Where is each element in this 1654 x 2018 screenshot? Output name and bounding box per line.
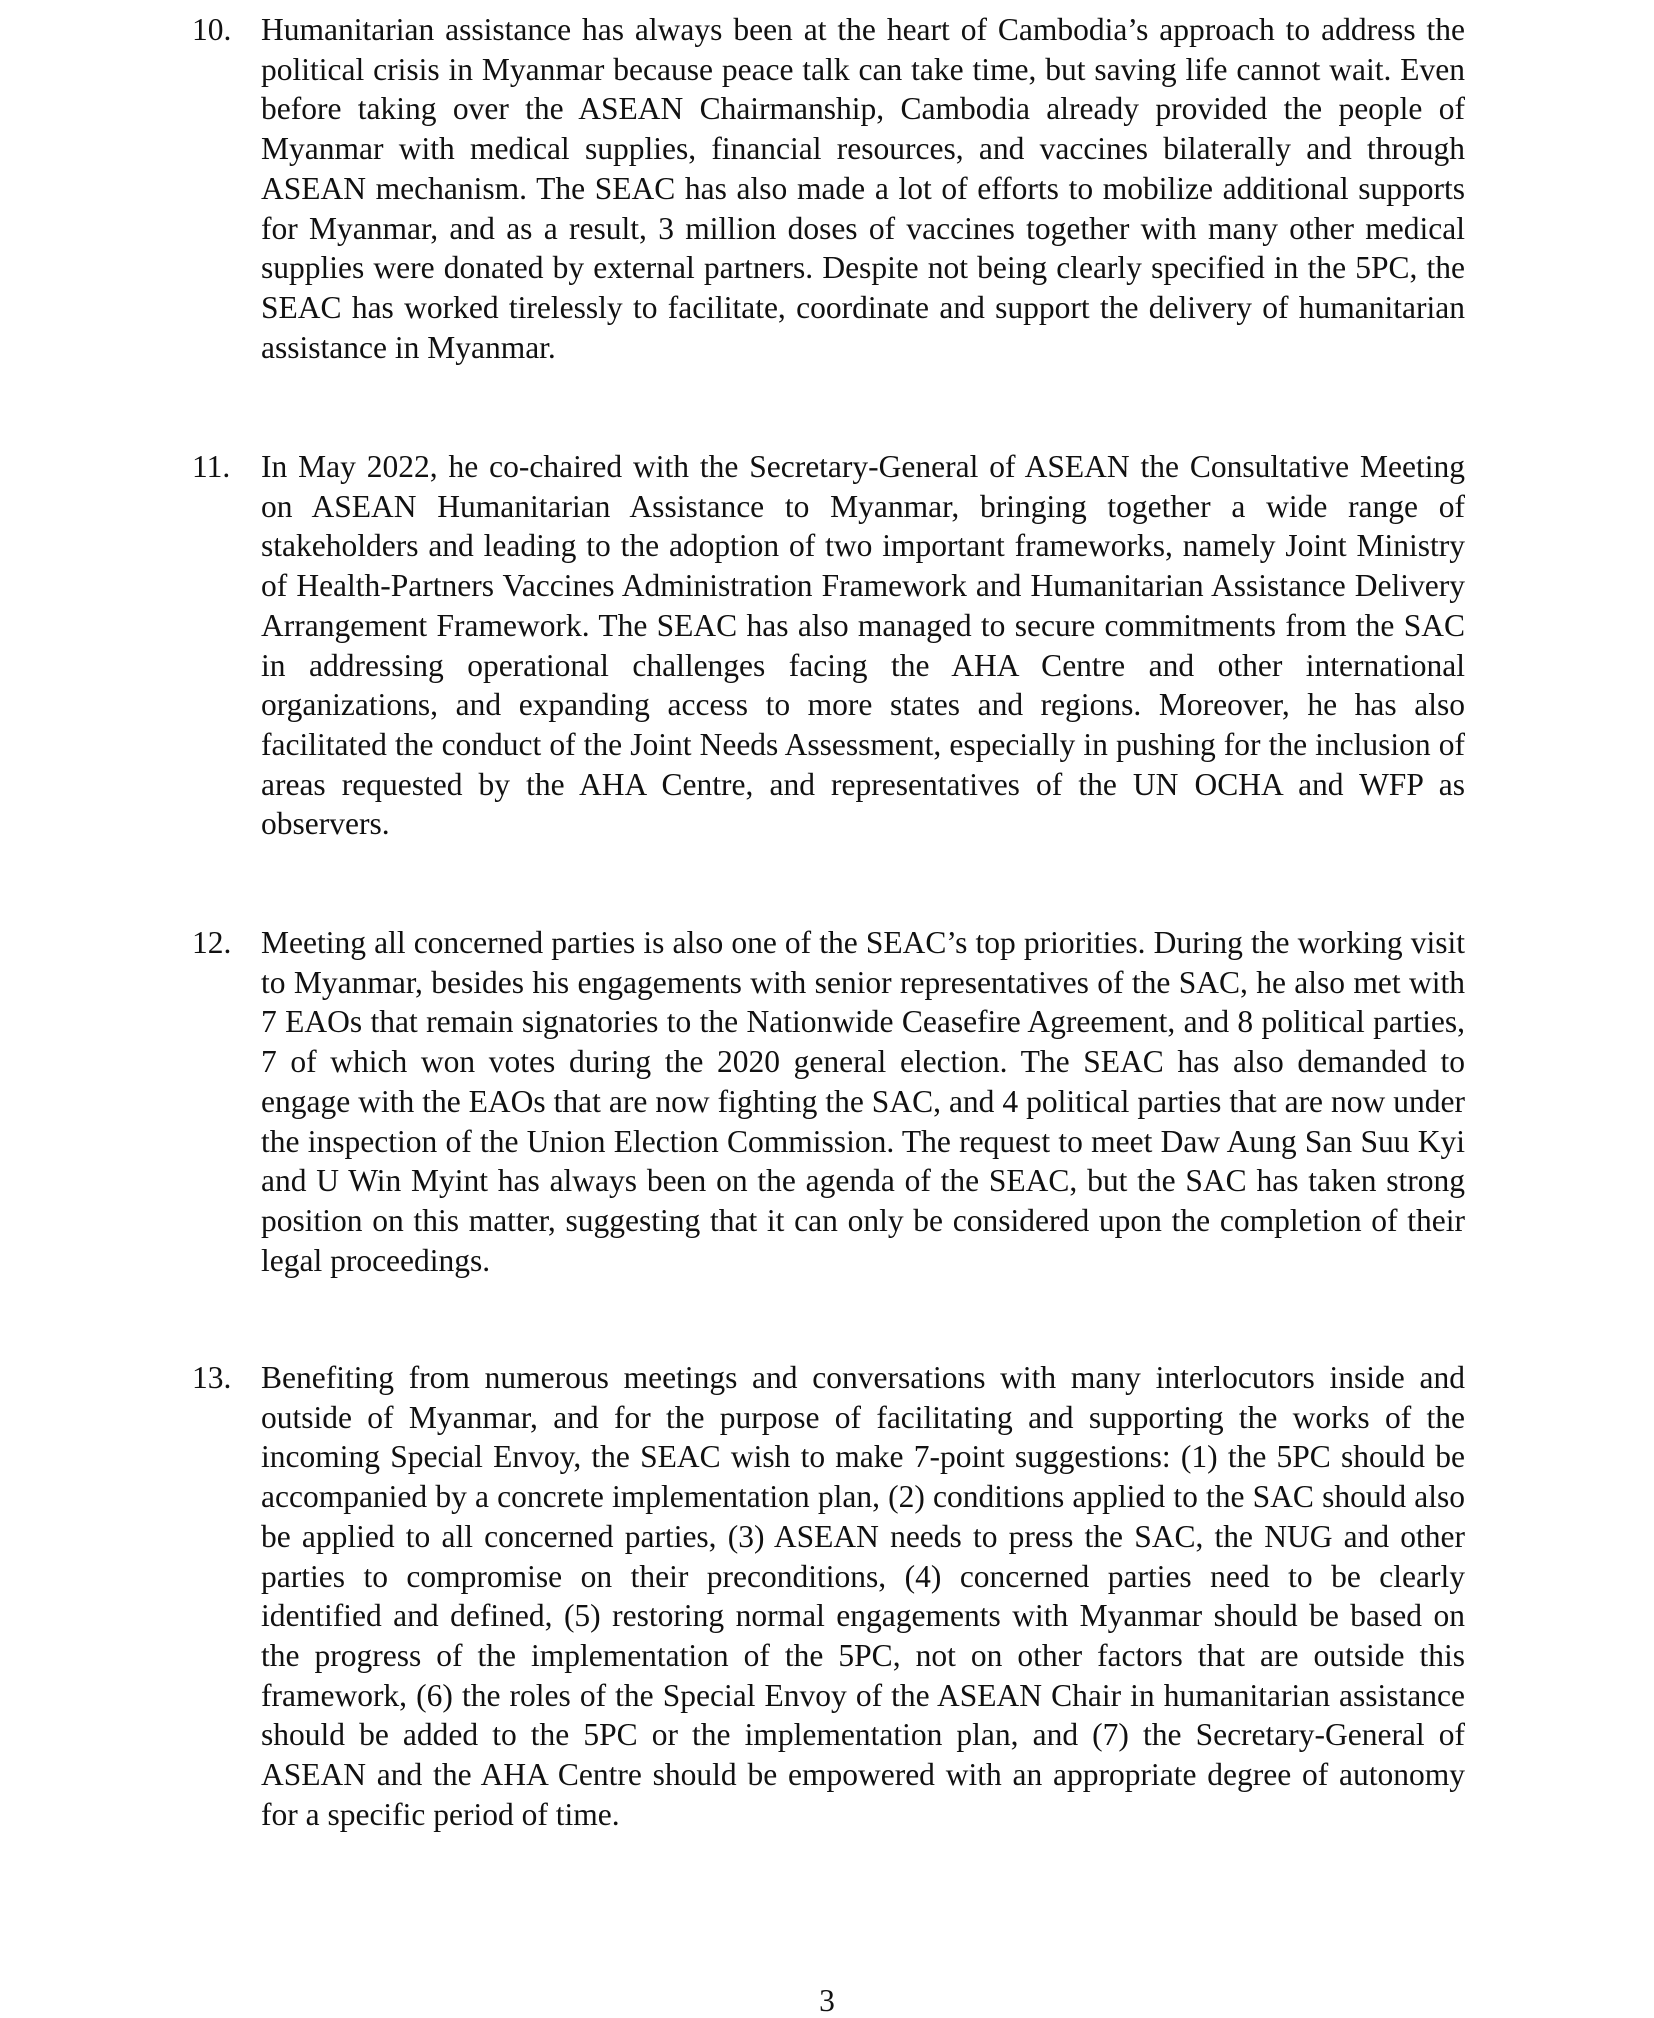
- page-number: 3: [819, 1983, 835, 2018]
- paragraph-text: Meeting all concerned parties is also one of the SEAC’s top priorities. During the working visit to Myanmar, besides his engagements with senior representatives of the SAC, he also met with 7 EAOs that remain signatories to the Nationwide Ceasefire Agreement, and 8 political parties, 7 of which won votes during the 2020 general election. The SEAC has also demanded to engage with the EAOs that are now fighting the SAC, and 4 political parties that are now under the inspection of the Union Election Commission. The request to meet Daw Aung San Suu Kyi and U Win Myint has always been on the agenda of the SEAC, but the SAC has taken strong position on this matter, suggesting that it can only be considered upon the completion of their legal proceedings.: [261, 925, 1465, 1278]
- numbered-paragraph: [192, 447, 1465, 844]
- paragraph-number: 13.: [192, 1360, 232, 1395]
- numbered-paragraph: [192, 923, 1465, 1280]
- paragraph-text: Humanitarian assistance has always been at the heart of Cambodia’s approach to address the political crisis in Myanmar because peace talk can take time, but saving life cannot wait. Even before taking over the ASEAN Chairmanship, Cambodia already provided the people of Myanmar with medical supplies, financial resources, and vaccines bilaterally and through ASEAN mechanism. The SEAC has also made a lot of efforts to mobilize additional supports for Myanmar, and as a result, 3 million doses of vaccines together with many other medical supplies were donated by external partners. Despite not being clearly specified in the 5PC, the SEAC has worked tirelessly to facilitate, coordinate and support the delivery of humanitarian assistance in Myanmar.: [261, 12, 1465, 365]
- paragraph-number: 11.: [192, 449, 231, 484]
- paragraph-text: Benefiting from numerous meetings and conversations with many interlocutors inside and outside of Myanmar, and for the purpose of facilitating and supporting the works of the incoming Special Envoy, the SEAC wish to make 7-point suggestions: (1) the 5PC should be accompanied by a concrete implementation plan, (2) conditions applied to the SAC should also be applied to all concerned parties, (3) ASEAN needs to press the SAC, the NUG and other parties to compromise on their preconditions, (4) concerned parties need to be clearly identified and defined, (5) restoring normal engagements with Myanmar should be based on the progress of the implementation of the 5PC, not on other factors that are outside this framework, (6) the roles of the Special Envoy of the ASEAN Chair in humanitarian assistance should be added to the 5PC or the implementation plan, and (7) the Secretary-General of ASEAN and the AHA Centre should be empowered with an appropriate degree of autonomy for a specific period of time.: [261, 1360, 1465, 1832]
- paragraph-text: In May 2022, he co-chaired with the Secretary-General of ASEAN the Consultative Meeting on ASEAN Humanitarian Assistance to Myanmar, bringing together a wide range of stakeholders and leading to the adoption of two important frameworks, namely Joint Ministry of Health-Partners Vaccines Administration Framework and Humanitarian Assistance Delivery Arrangement Framework. The SEAC has also managed to secure commitments from the SAC in addressing operational challenges facing the AHA Centre and other international organizations, and expanding access to more states and regions. Moreover, he has also facilitated the conduct of the Joint Needs Assessment, especially in pushing for the inclusion of areas requested by the AHA Centre, and representatives of the UN OCHA and WFP as observers.: [261, 449, 1465, 842]
- paragraph-number: 10.: [192, 12, 232, 47]
- paragraph-number: 12.: [192, 925, 232, 960]
- numbered-paragraph: [192, 1358, 1465, 1834]
- numbered-paragraph: [192, 10, 1465, 367]
